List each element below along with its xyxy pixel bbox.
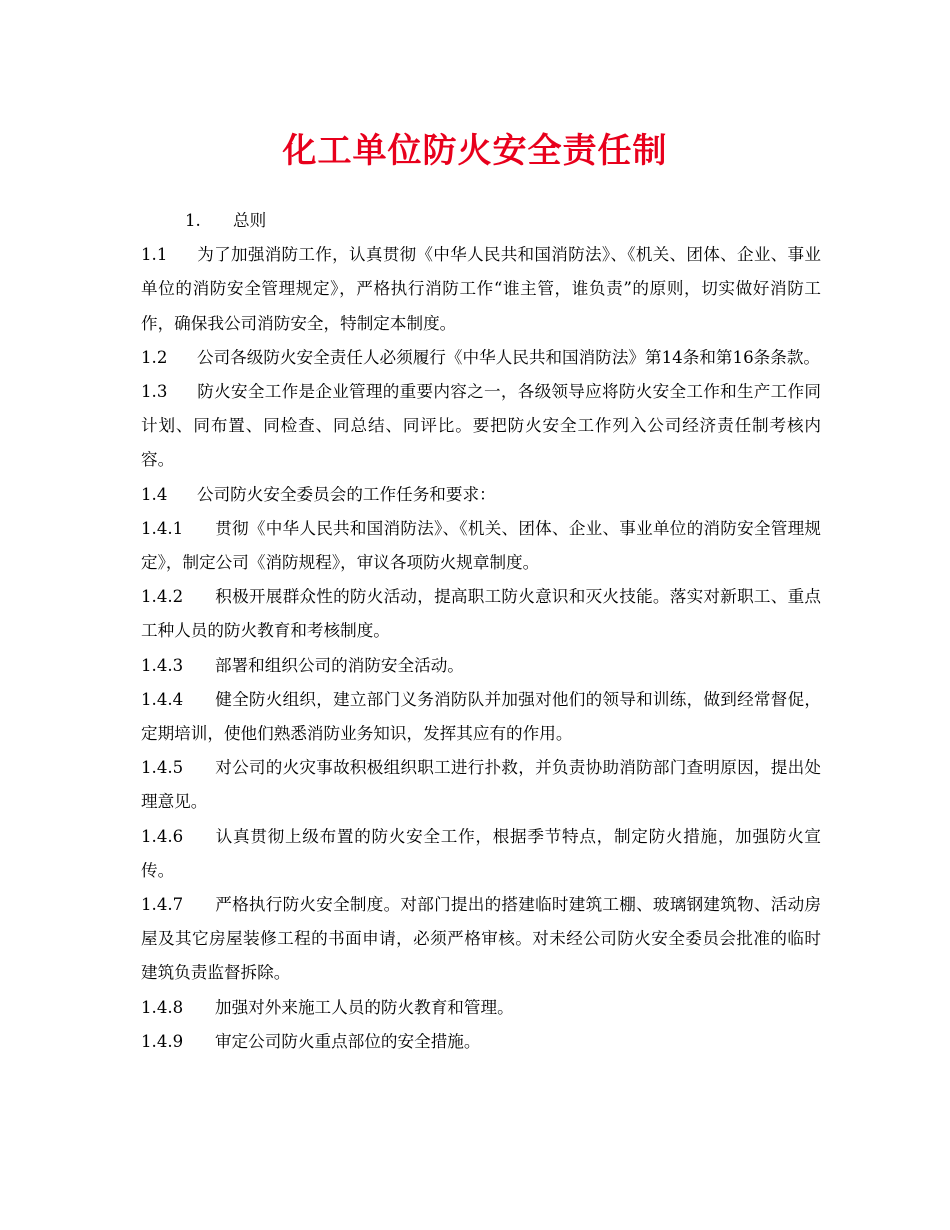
paragraph-number: 1.4.2 — [141, 587, 184, 607]
section-heading — [141, 204, 821, 238]
paragraph-1-4-9 — [141, 1025, 821, 1059]
paragraph-text: 严格执行防火安全制度。对部门提出的搭建临时建筑工棚、玻璃钢建筑物、活动房屋及其它房屋装修工程的书面申请，必须严格审核。对未经公司防火安全委员会批准的临时建筑负责监督拆除。 — [141, 895, 821, 983]
paragraph-number: 1.4.3 — [141, 655, 184, 675]
paragraph-text: 公司各级防火安全责任人必须履行《中华人民共和国消防法》第14条和第16条条款。 — [197, 347, 821, 367]
paragraph-1-4-3 — [141, 649, 821, 683]
document-title: 化工单位防火安全责任制 — [282, 131, 668, 171]
paragraph-text: 对公司的火灾事故积极组织职工进行扑救，并负责协助消防部门查明原因，提出处理意见。 — [141, 758, 821, 812]
paragraph-number: 1.4.7 — [141, 895, 184, 915]
paragraph-1-4-6 — [141, 820, 821, 888]
paragraph-number: 1.4.1 — [141, 518, 184, 538]
section-label: 总则 — [233, 211, 267, 230]
paragraph-text: 审定公司防火重点部位的安全措施。 — [215, 1031, 481, 1051]
paragraph-text: 加强对外来施工人员的防火教育和管理。 — [215, 997, 514, 1017]
paragraph-1-4 — [141, 478, 821, 512]
paragraph-1-1 — [141, 238, 821, 341]
paragraph-number: 1.1 — [141, 245, 168, 265]
paragraph-number: 1.4.4 — [141, 689, 184, 709]
paragraph-1-3 — [141, 375, 821, 478]
paragraph-1-4-4 — [141, 683, 821, 751]
paragraph-1-4-7 — [141, 888, 821, 991]
paragraph-number: 1.4.8 — [141, 997, 184, 1017]
paragraph-text: 为了加强消防工作，认真贯彻《中华人民共和国消防法》、《机关、团体、企业、事业单位的消防安全管理规定》，严格执行消防工作“谁主管，谁负责”的原则，切实做好消防工作，确保我公司消防安全，特制定本制度。 — [141, 245, 821, 333]
paragraph-1-4-5 — [141, 751, 821, 819]
paragraph-number: 1.4.6 — [141, 826, 184, 846]
paragraph-text: 健全防火组织，建立部门义务消防队并加强对他们的领导和训练，做到经常督促，定期培训，使他们熟悉消防业务知识，发挥其应有的作用。 — [141, 689, 821, 744]
paragraph-number: 1.4.5 — [141, 758, 184, 778]
paragraph-number: 1.2 — [141, 347, 168, 367]
paragraph-text: 认真贯彻上级布置的防火安全工作，根据季节特点，制定防火措施，加强防火宣传。 — [141, 826, 821, 880]
paragraph-text: 公司防火安全委员会的工作任务和要求： — [197, 484, 496, 504]
paragraph-number: 1.3 — [141, 382, 168, 402]
paragraph-text: 防火安全工作是企业管理的重要内容之一，各级领导应将防火安全工作和生产工作同计划、同布置、同检查、同总结、同评比。要把防火安全工作列入公司经济责任制考核内容。 — [141, 382, 821, 470]
paragraph-1-4-8 — [141, 991, 821, 1025]
paragraph-1-4-2 — [141, 580, 821, 648]
paragraph-number: 1.4 — [141, 484, 168, 504]
paragraph-number: 1.4.9 — [141, 1031, 184, 1051]
paragraph-text: 部署和组织公司的消防安全活动。 — [215, 655, 464, 675]
paragraph-1-2 — [141, 341, 821, 375]
document-body — [141, 204, 821, 1059]
paragraph-1-4-1 — [141, 512, 821, 580]
paragraph-text: 贯彻《中华人民共和国消防法》、《机关、团体、企业、事业单位的消防安全管理规定》，制定公司《消防规程》，审议各项防火规章制度。 — [141, 518, 821, 573]
section-number: 1. — [185, 211, 201, 230]
paragraph-text: 积极开展群众性的防火活动，提高职工防火意识和灭火技能。落实对新职工、重点工种人员的防火教育和考核制度。 — [141, 587, 821, 641]
